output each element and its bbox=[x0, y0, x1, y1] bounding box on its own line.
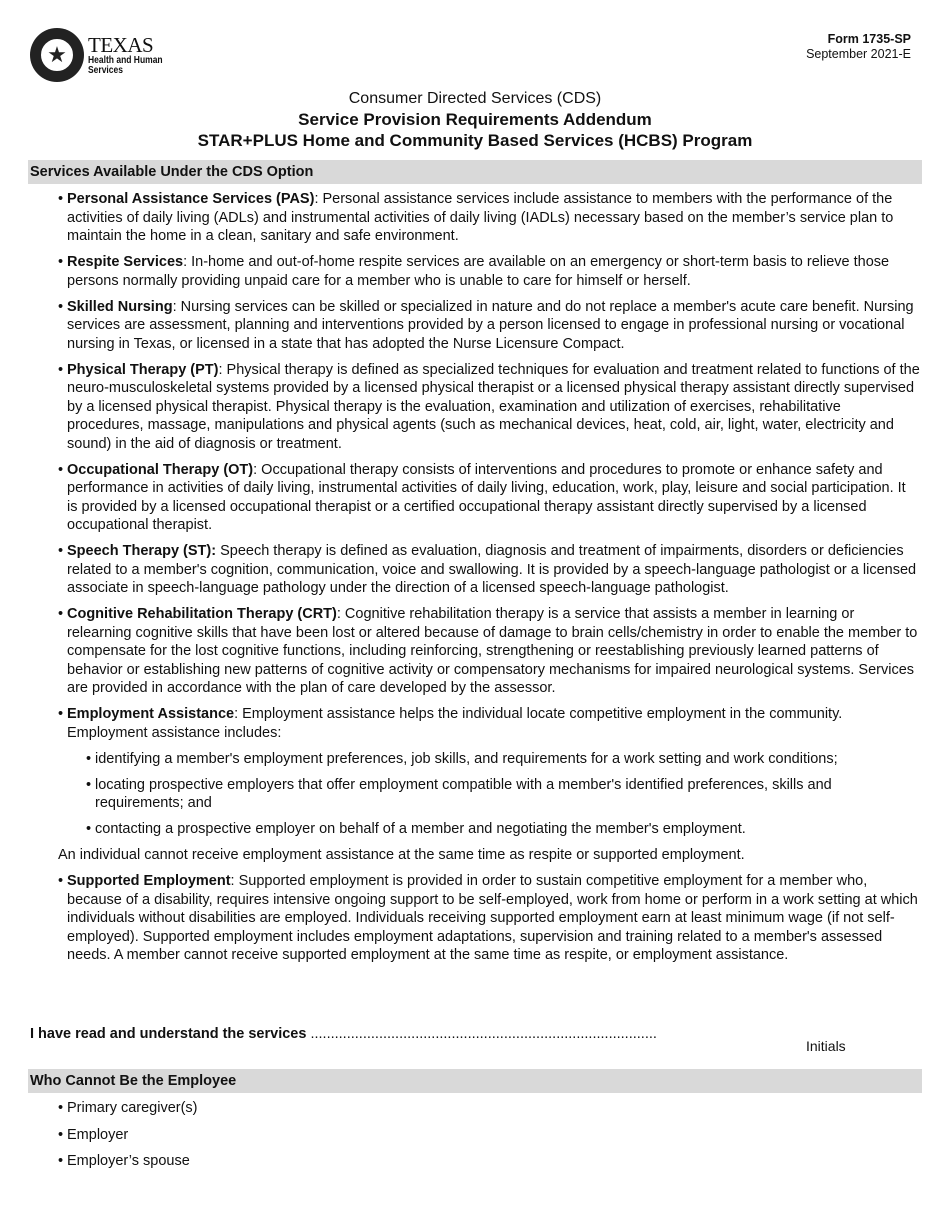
service-description: : Physical therapy is defined as specialized techniques for evaluation and treatment related to functions of the neuro-musculoskeletal systems provided by a licensed physical therapist or a licensed physical therapy assistant directly supervised by a licensed physical therapist. Physical therapy is the evaluation, examination and utilization of exercises, rehabilitative procedures, massage, manipulations and physical agents (such as mechanical devices, heat, cold, air, light, water, electricity and sound) in the aid of diagnosis or treatment. bbox=[67, 361, 920, 452]
document-subtitle: Consumer Directed Services (CDS) bbox=[348, 90, 602, 107]
service-item: • Employment Assistance: Employment assistance helps the individual locate competitive employment in the community. Employment assistance includes: bbox=[58, 706, 843, 741]
service-term: Personal Assistance Services (PAS) bbox=[67, 191, 315, 207]
list-item-text: Employer bbox=[67, 1126, 129, 1143]
service-term: Physical Therapy (PT) bbox=[67, 361, 219, 378]
service-term: Skilled Nursing bbox=[67, 298, 173, 315]
service-term: Occupational Therapy (OT) bbox=[67, 461, 254, 478]
initials-label: Initials bbox=[806, 1038, 846, 1054]
service-term: Employment Assistance bbox=[67, 706, 235, 722]
section-heading-employee: Who Cannot Be the Employee bbox=[28, 1069, 922, 1093]
initials-field[interactable]: ...................................................................................... bbox=[310, 1026, 657, 1042]
subitem-text: identifying a member's employment preferences, job skills, and requirements for a work setting and work conditions; bbox=[95, 750, 838, 767]
service-description: : Employment assistance helps the individual locate competitive employment in the community. Employment assistance includes: bbox=[67, 706, 843, 741]
list-item: • Primary caregiver(s) bbox=[58, 1100, 198, 1116]
form-number: Form 1735-SP bbox=[827, 32, 911, 46]
service-term: Respite Services bbox=[67, 254, 184, 270]
employment-subitem: • contacting a prospective employer on behalf of a member and negotiating the member's employment. bbox=[86, 821, 746, 837]
service-item: • Cognitive Rehabilitation Therapy (CRT): Cognitive rehabilitation therapy is a service that assists a member in learning or relearning cognitive skills that have been lost or altered because of damage to brain cells/chemistry in order to enable the member to compensate for the lost cognitive functions, including reinforcing, strengthening or reestablishing previously learned patterns of behavior or establishing new patterns of cognitive activity or compensatory mechanisms for impaired neurological systems. Services are provided in accordance with the plan of care developed by the assessor. bbox=[58, 606, 918, 696]
services-list bbox=[58, 190, 920, 972]
service-description: Speech therapy is defined as evaluation, diagnosis and treatment of impairments, disorders or deficiencies related to a member's cognition, communication, voice and swallowing. It is provided by a speech-language pathologist or a licensed associate in speech-language pathology under the direction of a licensed speech-language pathologist. bbox=[67, 543, 917, 596]
service-description: : Supported employment is provided in order to sustain competitive employment for a member who, because of a disability, requires intensive ongoing support to be self-employed, work from home or perform in a work setting at which individuals without disabilities are employed. Individuals receiving supported employment earn at least minimum wage (if not self-employed). Supported employment includes employment adaptations, supervision and training related to a member's assessed needs. A member cannot receive supported employment at the same time as respite, or employment assistance. bbox=[67, 873, 918, 963]
acknowledgement-line bbox=[30, 1026, 657, 1042]
service-description: : Nursing services can be skilled or specialized in nature and do not replace a member's acute care benefit. Nursing services are assessment, planning and interventions provided by a person licensed to engage in professional nursing or vocational nursing in Texas, or licensed in a state that has adopted the Nurse Licensure Compact. bbox=[67, 298, 914, 352]
logo-text-line3: Services bbox=[88, 64, 123, 76]
service-term: Supported Employment bbox=[67, 873, 231, 889]
document-titles bbox=[0, 88, 950, 151]
service-term: Speech Therapy (ST): bbox=[67, 543, 217, 559]
list-item: • Employer bbox=[58, 1126, 129, 1143]
form-info bbox=[806, 32, 911, 62]
program-title: STAR+PLUS Home and Community Based Services (HCBS) Program bbox=[197, 131, 753, 150]
employment-subitem: • locating prospective employers that offer employment compatible with a member's identified preferences, skills and requirements; and bbox=[86, 776, 832, 811]
list-item-text: Primary caregiver(s) bbox=[67, 1100, 198, 1116]
logo-text-line2: Health and Human bbox=[88, 54, 163, 66]
ineligible-employee-list bbox=[58, 1099, 198, 1179]
service-item: • Respite Services: In-home and out-of-home respite services are available on an emergency or short-term basis to relieve those persons normally providing unpaid care for a member who is unable to care for himself or herself. bbox=[58, 254, 890, 289]
service-item: • Physical Therapy (PT): Physical therapy is defined as specialized techniques for evaluation and treatment related to functions of the neuro-musculoskeletal systems provided by a licensed physical therapist or a licensed physical therapy assistant directly supervised by a licensed physical therapist. Physical therapy is the evaluation, examination and utilization of exercises, rehabilitative procedures, massage, manipulations and physical agents (such as mechanical devices, heat, cold, air, light, water, electricity and sound) in the aid of diagnosis or treatment. bbox=[58, 361, 920, 452]
service-description: : Personal assistance services include assistance to members with the performance of the activities of daily living (ADLs) and instrumental activities of daily living (IADLs) necessary based on the member’s service plan to maintain the home in a clean, sanitary and safe environment. bbox=[67, 191, 894, 244]
service-item: • Supported Employment: Supported employment is provided in order to sustain competitive employment for a member who, because of a disability, requires intensive ongoing support to be self-employed, work from home or perform in a work setting at which individuals without disabilities are employed. Individuals receiving supported employment earn at least minimum wage (if not self-employed). Supported employment includes employment adaptations, supervision and training related to a member's assessed needs. A member cannot receive supported employment at the same time as respite, or employment assistance. bbox=[58, 873, 918, 963]
section-heading-services: Services Available Under the CDS Option bbox=[28, 160, 922, 184]
service-description: : Occupational therapy consists of interventions and procedures to promote or enhance safety and performance in activities of daily living, instrumental activities of daily living, education, work, play, leisure and social participation. It is provided by a licensed occupational therapist or a certified occupational therapy assistant directly supervised by a licensed occupational therapist. bbox=[67, 461, 906, 533]
logo-text-texas: TEXAS bbox=[88, 32, 154, 57]
employment-note: An individual cannot receive employment assistance at the same time as respite or supported employment. bbox=[58, 847, 745, 863]
service-description: : In-home and out-of-home respite services are available on an emergency or short-term basis to relieve those persons normally providing unpaid care for a member who is unable to care for himself or herself. bbox=[67, 254, 890, 289]
subitem-text: locating prospective employers that offer employment compatible with a member's identified preferences, skills and requirements; and bbox=[95, 776, 832, 811]
list-item-text: Employer’s spouse bbox=[67, 1153, 190, 1169]
service-item: • Skilled Nursing: Nursing services can be skilled or specialized in nature and do not replace a member's acute care benefit. Nursing services are assessment, planning and interventions provided by a person licensed to engage in professional nursing or vocational nursing in Texas, or licensed in a state that has adopted the Nurse Licensure Compact. bbox=[58, 298, 914, 352]
service-description: : Cognitive rehabilitation therapy is a service that assists a member in learning or relearning cognitive skills that have been lost or altered because of damage to brain cells/chemistry in order to enable the member to compensate for the lost cognitive functions, including reinforcing, strengthening or reestablishing previously learned patterns of behavior or establishing new patterns of cognitive activity or compensatory mechanisms for impaired neurological systems. Services are provided in accordance with the plan of care developed by the assessor. bbox=[67, 606, 918, 696]
document-title: Service Provision Requirements Addendum bbox=[298, 110, 652, 129]
service-term: Cognitive Rehabilitation Therapy (CRT) bbox=[67, 606, 337, 622]
hhs-logo bbox=[30, 28, 176, 82]
form-date: September 2021-E bbox=[806, 47, 911, 61]
service-item: • Speech Therapy (ST): Speech therapy is defined as evaluation, diagnosis and treatment of impairments, disorders or deficiencies related to a member's cognition, communication, voice and swallowing. It is provided by a speech-language pathologist or a licensed associate in speech-language pathology under the direction of a licensed speech-language pathologist. bbox=[58, 543, 917, 596]
texas-seal-icon: ★ bbox=[30, 28, 84, 82]
employment-subitem: • identifying a member's employment preferences, job skills, and requirements for a work setting and work conditions; bbox=[86, 750, 838, 767]
acknowledgement-text: I have read and understand the services bbox=[30, 1026, 307, 1042]
list-item: • Employer’s spouse bbox=[58, 1153, 190, 1169]
service-item: • Occupational Therapy (OT): Occupational therapy consists of interventions and procedures to promote or enhance safety and performance in activities of daily living, instrumental activities of daily living, education, work, play, leisure and social participation. It is provided by a licensed occupational therapist or a certified occupational therapy assistant directly supervised by a licensed occupational therapist. bbox=[58, 461, 906, 533]
service-item: • Personal Assistance Services (PAS): Personal assistance services include assistance to members with the performance of the activities of daily living (ADLs) and instrumental activities of daily living (IADLs) necessary based on the member’s service plan to maintain the home in a clean, sanitary and safe environment. bbox=[58, 191, 894, 244]
subitem-text: contacting a prospective employer on behalf of a member and negotiating the member's employment. bbox=[95, 821, 746, 837]
